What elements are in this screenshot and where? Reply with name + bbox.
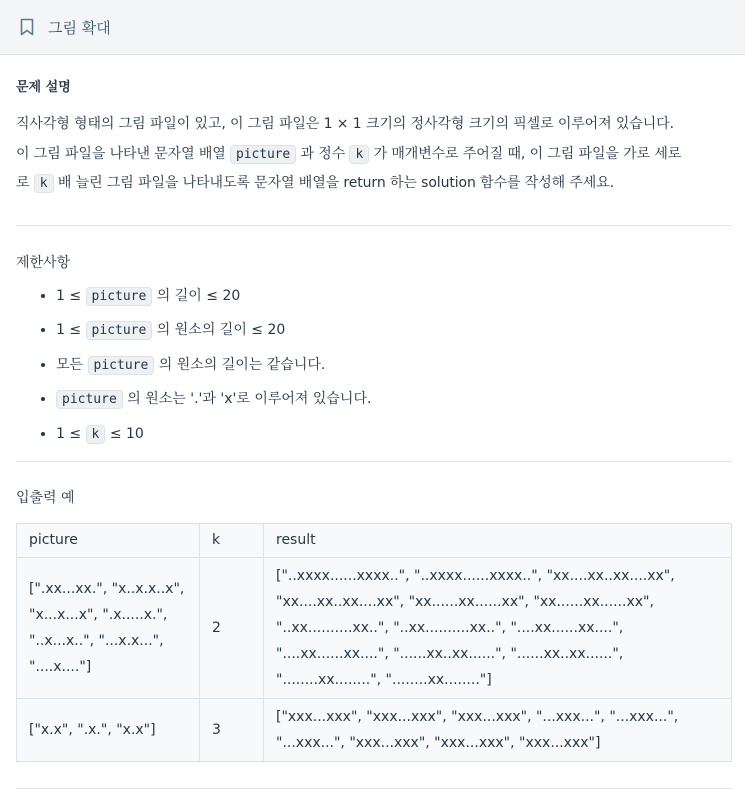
description-text: 과 정수 bbox=[300, 145, 346, 162]
inline-code: picture bbox=[86, 321, 153, 340]
bookmark-icon[interactable] bbox=[19, 18, 35, 36]
column-header-result: result bbox=[264, 523, 732, 557]
section-divider bbox=[16, 461, 732, 462]
page-title: 그림 확대 bbox=[48, 18, 111, 37]
description-line-1: 직사각형 형태의 그림 파일이 있고, 이 그림 파일은 1 × 1 크기의 정사각형 크기의 픽셀로 이루어져 있습니다. bbox=[16, 116, 674, 132]
inline-code: k bbox=[34, 174, 54, 193]
page-header bbox=[0, 0, 745, 55]
table-header-row bbox=[17, 523, 732, 557]
limit-text: 1 ≤ bbox=[56, 287, 82, 304]
inline-code: picture bbox=[56, 390, 123, 409]
cell-k: 3 bbox=[200, 698, 264, 761]
io-heading: 입출력 예 bbox=[16, 489, 75, 506]
cell-result: ["..xxxx......xxxx..", "..xxxx......xxxx..", "xx....xx..xx....xx", "xx....xx..xx....xx", "xx......xx......xx", "xx......xx......xx", "..xx..........xx..", "..xx..........xx..", "....xx......xx....", "....xx......xx....", "......xx..xx......", "......xx..xx......", "........xx........", "........xx........"] bbox=[264, 557, 732, 698]
table-row bbox=[17, 698, 732, 761]
limit-item bbox=[56, 424, 732, 445]
cell-result: ["xxx...xxx", "xxx...xxx", "xxx...xxx", "...xxx...", "...xxx...", "...xxx...", "xxx...xxx", "xxx...xxx", "xxx...xxx"] bbox=[264, 698, 732, 761]
description-text: 배 늘린 그림 파일을 나타내도록 문자열 배열을 return 하는 solution 함수를 작성해 주세요. bbox=[57, 175, 615, 191]
table-row bbox=[17, 557, 732, 698]
section-divider bbox=[16, 225, 732, 226]
limit-text: ≤ 10 bbox=[109, 425, 144, 442]
limit-item bbox=[56, 320, 732, 341]
cell-picture: ["x.x", ".x.", "x.x"] bbox=[17, 698, 200, 761]
limit-text: 1 ≤ bbox=[56, 322, 82, 338]
column-header-k: k bbox=[200, 523, 264, 557]
limit-item bbox=[56, 389, 732, 410]
limit-text: 1 ≤ bbox=[56, 425, 82, 442]
limit-text: 의 원소는 '.'과 'x'로 이루어져 있습니다. bbox=[127, 391, 372, 407]
problem-heading: 문제 설명 bbox=[16, 80, 71, 95]
inline-code: k bbox=[349, 145, 369, 164]
limit-item bbox=[56, 355, 732, 376]
limit-text: 의 길이 ≤ 20 bbox=[156, 287, 241, 304]
limit-text: 모든 bbox=[56, 356, 84, 373]
column-header-picture: picture bbox=[17, 523, 200, 557]
cell-picture: [".xx...xx.", "x..x.x..x", "x...x...x", ".x.....x.", "..x...x..", "...x.x...", "....x...."] bbox=[17, 557, 200, 698]
limit-text: 의 원소의 길이는 같습니다. bbox=[158, 356, 326, 373]
description-text: 이 그림 파일을 나타낸 문자열 배열 bbox=[16, 145, 226, 162]
section-divider bbox=[16, 788, 732, 789]
limit-text: 의 원소의 길이 ≤ 20 bbox=[156, 322, 286, 338]
inline-code: picture bbox=[86, 287, 153, 306]
description-text: 가 매개변수로 주어질 때, 이 그림 파일을 가로 세로 bbox=[373, 145, 682, 162]
description-text: 로 bbox=[16, 175, 30, 191]
problem-content bbox=[0, 76, 745, 789]
limits-list bbox=[16, 286, 732, 445]
inline-code: k bbox=[86, 425, 106, 444]
problem-description bbox=[16, 110, 732, 199]
io-table bbox=[16, 523, 732, 762]
limit-item bbox=[56, 286, 732, 307]
cell-k: 2 bbox=[200, 557, 264, 698]
inline-code: picture bbox=[230, 145, 296, 164]
limits-heading: 제한사항 bbox=[16, 254, 71, 271]
inline-code: picture bbox=[88, 356, 155, 375]
